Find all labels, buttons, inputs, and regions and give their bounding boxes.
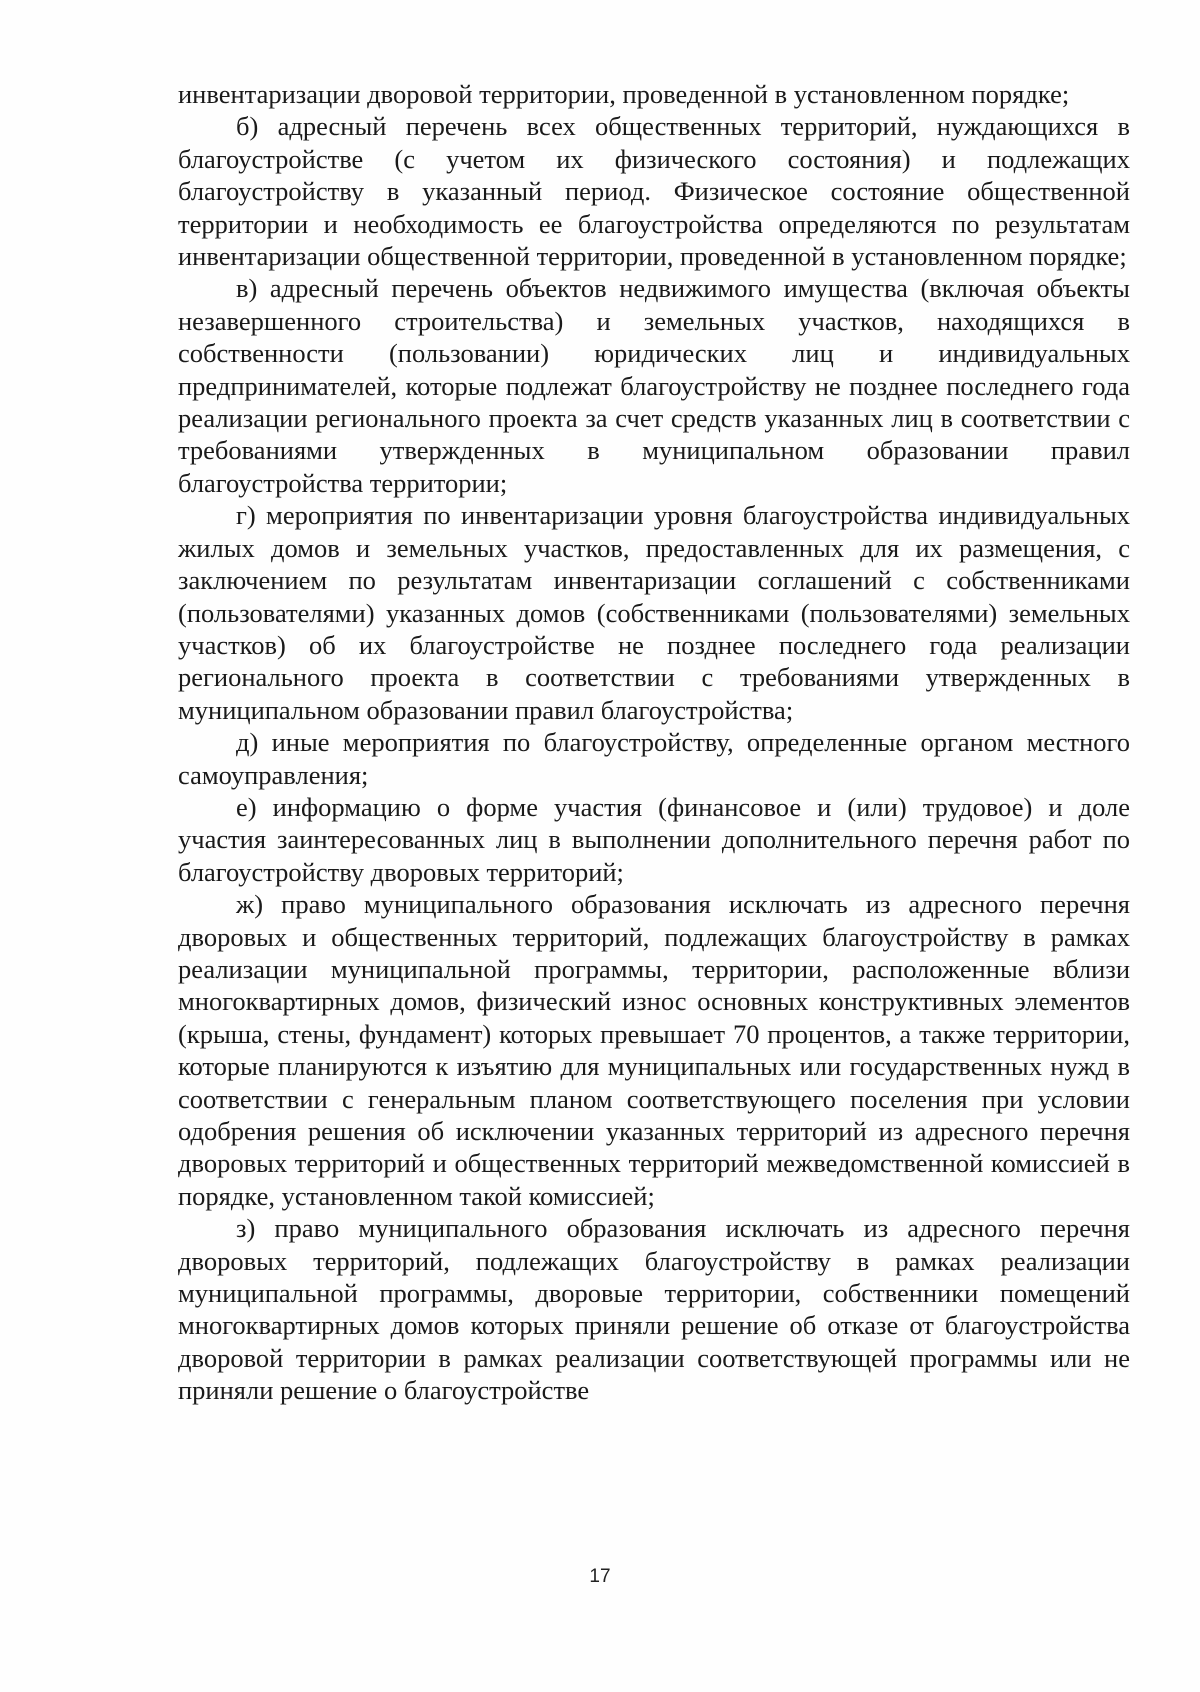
document-body bbox=[178, 78, 1130, 1407]
paragraph-continuation: инвентаризации дворовой территории, проведенной в установленном порядке; bbox=[178, 79, 1070, 109]
paragraph-item-v: в) адресный перечень объектов недвижимого имущества (включая объекты незавершенного строительства) и земельных участков, находящихся в собственности (пользовании) юридических лиц и индивидуальных предпринимателей, которые подлежат благоустройству не позднее последнего года реализации регионального проекта за счет средств указанных лиц в соответствии с требованиями утвержденных в муниципальном образовании правил благоустройства территории; bbox=[178, 273, 1130, 498]
paragraph-item-zh: ж) право муниципального образования исключать из адресного перечня дворовых и общественных территорий, подлежащих благоустройству в рамках реализации муниципальной программы, территории, расположенные вблизи многоквартирных домов, физический износ основных конструктивных элементов (крыша, стены, фундамент) которых превышает 70 процентов, а также территории, которые планируются к изъятию для муниципальных или государственных нужд в соответствии с генеральным планом соответствующего поселения при условии одобрения решения об исключении указанных территорий из адресного перечня дворовых территорий и общественных территорий межведомственной комиссией в порядке, установленном такой комиссией; bbox=[178, 889, 1130, 1211]
page-number: 17 bbox=[589, 1566, 611, 1587]
paragraph-item-b: б) адресный перечень всех общественных территорий, нуждающихся в благоустройстве (с учетом их физического состояния) и подлежащих благоустройству в указанный период. Физическое состояние общественной территории и необходимость ее благоустройства определяются по результатам инвентаризации общественной территории, проведенной в установленном порядке; bbox=[178, 111, 1130, 272]
paragraph-item-e: е) информацию о форме участия (финансовое и (или) трудовое) и доле участия заинтересованных лиц в выполнении дополнительного перечня работ по благоустройству дворовых территорий; bbox=[178, 791, 1130, 887]
paragraph-item-d: д) иные мероприятия по благоустройству, определенные органом местного самоуправления; bbox=[178, 727, 1130, 790]
paragraph-item-z: з) право муниципального образования исключать из адресного перечня дворовых территорий, подлежащих благоустройству в рамках реализации муниципальной программы, дворовые территории, собственники помещений многоквартирных домов которых приняли решение об отказе от благоустройства дворовой территории в рамках реализации соответствующей программы или не приняли решение о благоустройстве bbox=[178, 1213, 1130, 1406]
paragraph-item-g: г) мероприятия по инвентаризации уровня благоустройства индивидуальных жилых домов и земельных участков, предоставленных для их размещения, с заключением по результатам инвентаризации соглашений с собственниками (пользователями) указанных домов (собственниками (пользователями) земельных участков) об их благоустройстве не позднее последнего года реализации регионального проекта в соответствии с требованиями утвержденных в муниципальном образовании правил благоустройства; bbox=[178, 500, 1130, 725]
